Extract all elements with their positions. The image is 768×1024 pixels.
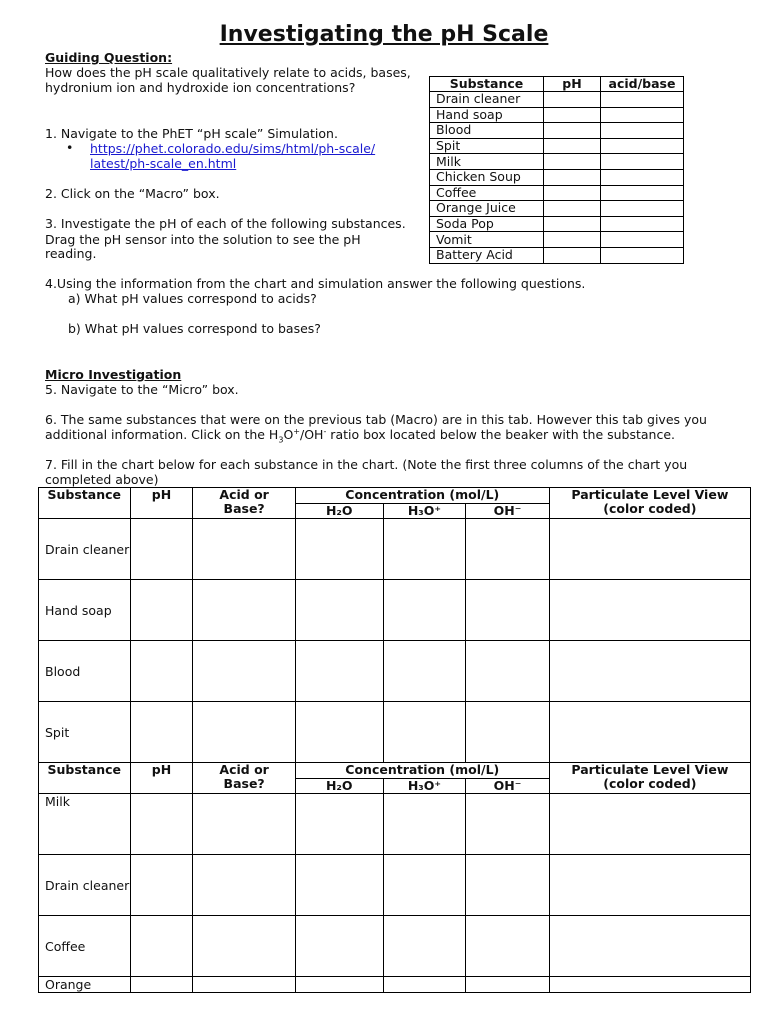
ph-cell[interactable] <box>130 794 193 855</box>
guiding-question-heading: Guiding Question: <box>45 50 173 65</box>
acid-base-cell[interactable] <box>193 794 295 855</box>
oh-cell[interactable] <box>466 519 550 580</box>
substance-cell: Drain cleaner <box>39 519 131 580</box>
micro-table-2 <box>38 762 751 993</box>
step-6-line2: additional information. Click on the $H_3O^+/OH^-$ ratio box located below the beaker with the substance. <box>45 426 676 445</box>
oh-cell[interactable] <box>466 702 550 763</box>
step-4: 4.Using the information from the chart and simulation answer the following questions. <box>45 276 586 291</box>
macro-header-substance: Substance <box>430 77 544 92</box>
substance-cell: Spit <box>39 702 131 763</box>
macro-ph-cell[interactable] <box>544 138 601 154</box>
macro-ph-cell[interactable] <box>544 216 601 232</box>
macro-substance-cell: Battery Acid <box>430 247 544 263</box>
macro-ph-cell[interactable] <box>544 232 601 248</box>
macro-row <box>430 247 684 263</box>
macro-ph-cell[interactable] <box>544 247 601 263</box>
macro-ph-cell[interactable] <box>544 92 601 108</box>
page-title: Investigating the pH Scale <box>219 22 549 47</box>
particulate-view-cell[interactable] <box>549 977 750 993</box>
macro-substance-cell: Chicken Soup <box>430 169 544 185</box>
macro-substance-cell: Spit <box>430 138 544 154</box>
step-4b: b) What pH values correspond to bases? <box>68 321 321 336</box>
h2o-cell[interactable] <box>295 702 383 763</box>
macro-table <box>429 76 684 264</box>
micro-heading: Micro Investigation <box>45 367 182 382</box>
ph-cell[interactable] <box>130 641 193 702</box>
macro-row <box>430 92 684 108</box>
table-row <box>39 916 751 977</box>
oh-cell[interactable] <box>466 641 550 702</box>
macro-substance-cell: Soda Pop <box>430 216 544 232</box>
macro-row <box>430 138 684 154</box>
macro-substance-cell: Drain cleaner <box>430 92 544 108</box>
ph-cell[interactable] <box>130 519 193 580</box>
header-oh: OH⁻ <box>466 504 550 519</box>
ph-cell[interactable] <box>130 580 193 641</box>
particulate-view-cell[interactable] <box>549 794 750 855</box>
header-ph: pH <box>130 488 193 519</box>
header-acid-or-base: Acid or Base? <box>193 763 295 794</box>
header-acid-or-base: Acid or Base? <box>193 488 295 519</box>
macro-ph-cell[interactable] <box>544 169 601 185</box>
step-3-line2: Drag the pH sensor into the solution to see the pH <box>45 232 361 247</box>
guiding-question-line1: How does the pH scale qualitatively relate to acids, bases, <box>45 65 411 80</box>
step-3-line1: 3. Investigate the pH of each of the following substances. <box>45 216 406 231</box>
ph-cell[interactable] <box>130 702 193 763</box>
macro-acid-base-cell[interactable] <box>601 169 684 185</box>
step-7-line1: 7. Fill in the chart below for each substance in the chart. (Note the first three columns of the chart you <box>45 457 688 472</box>
ph-cell[interactable] <box>130 977 193 993</box>
macro-acid-base-cell[interactable] <box>601 247 684 263</box>
oh-cell[interactable] <box>466 916 550 977</box>
substance-cell: Coffee <box>39 916 131 977</box>
macro-acid-base-cell[interactable] <box>601 185 684 201</box>
macro-substance-cell: Hand soap <box>430 107 544 123</box>
macro-acid-base-cell[interactable] <box>601 232 684 248</box>
header-concentration: Concentration (mol/L) <box>295 488 549 504</box>
macro-row <box>430 123 684 139</box>
macro-acid-base-cell[interactable] <box>601 107 684 123</box>
header-ph: pH <box>130 763 193 794</box>
particulate-view-cell[interactable] <box>549 855 750 916</box>
acid-base-cell[interactable] <box>193 977 295 993</box>
macro-substance-cell: Coffee <box>430 185 544 201</box>
table-row <box>39 977 751 993</box>
oh-cell[interactable] <box>466 855 550 916</box>
header-h3o: H₃O⁺ <box>383 504 465 519</box>
h3o-cell[interactable] <box>383 580 465 641</box>
macro-row <box>430 169 684 185</box>
header-concentration: Concentration (mol/L) <box>295 763 549 779</box>
h3o-cell[interactable] <box>383 519 465 580</box>
header-h2o: H₂O <box>295 779 383 794</box>
table-row <box>39 702 751 763</box>
table-row <box>39 580 751 641</box>
oh-cell[interactable] <box>466 977 550 993</box>
header-particulate-view: Particulate Level View (color coded) <box>549 488 750 519</box>
particulate-view-cell[interactable] <box>549 580 750 641</box>
header-substance: Substance <box>39 488 131 519</box>
micro-table-1 <box>38 487 751 763</box>
macro-ph-cell[interactable] <box>544 107 601 123</box>
acid-base-cell[interactable] <box>193 519 295 580</box>
h2o-cell[interactable] <box>295 794 383 855</box>
macro-row <box>430 216 684 232</box>
header-substance: Substance <box>39 763 131 794</box>
acid-base-cell[interactable] <box>193 702 295 763</box>
particulate-view-cell[interactable] <box>549 702 750 763</box>
table-row <box>39 519 751 580</box>
step-2: 2. Click on the “Macro” box. <box>45 186 220 201</box>
h3o-cell[interactable] <box>383 702 465 763</box>
macro-substance-cell: Vomit <box>430 232 544 248</box>
particulate-view-cell[interactable] <box>549 641 750 702</box>
macro-substance-cell: Milk <box>430 154 544 170</box>
substance-cell: Hand soap <box>39 580 131 641</box>
macro-acid-base-cell[interactable] <box>601 123 684 139</box>
acid-base-cell[interactable] <box>193 916 295 977</box>
phet-link-line1[interactable]: https://phet.colorado.edu/sims/html/ph-scale/ <box>90 141 376 156</box>
step-6-line1: 6. The same substances that were on the previous tab (Macro) are in this tab. However this tab gives you <box>45 412 707 427</box>
macro-ph-cell[interactable] <box>544 185 601 201</box>
acid-base-cell[interactable] <box>193 580 295 641</box>
macro-acid-base-cell[interactable] <box>601 154 684 170</box>
h2o-cell[interactable] <box>295 977 383 993</box>
macro-header-ph: pH <box>544 77 601 92</box>
h3o-cell[interactable] <box>383 641 465 702</box>
h3o-cell[interactable] <box>383 916 465 977</box>
particulate-view-cell[interactable] <box>549 519 750 580</box>
h3o-cell[interactable] <box>383 977 465 993</box>
particulate-view-cell[interactable] <box>549 916 750 977</box>
header-h3o: H₃O⁺ <box>383 779 465 794</box>
macro-row <box>430 185 684 201</box>
header-h2o: H₂O <box>295 504 383 519</box>
table-row <box>39 641 751 702</box>
macro-row <box>430 201 684 217</box>
h3o-cell[interactable] <box>383 855 465 916</box>
h2o-cell[interactable] <box>295 916 383 977</box>
macro-substance-cell: Orange Juice <box>430 201 544 217</box>
macro-row <box>430 107 684 123</box>
ph-cell[interactable] <box>130 855 193 916</box>
macro-ph-cell[interactable] <box>544 123 601 139</box>
h2o-cell[interactable] <box>295 580 383 641</box>
step-5: 5. Navigate to the “Micro” box. <box>45 382 239 397</box>
oh-cell[interactable] <box>466 794 550 855</box>
macro-acid-base-cell[interactable] <box>601 201 684 217</box>
guiding-question-line2: hydronium ion and hydroxide ion concentrations? <box>45 80 356 95</box>
macro-ph-cell[interactable] <box>544 154 601 170</box>
step-4a: a) What pH values correspond to acids? <box>68 291 317 306</box>
step-7-line2: completed above) <box>45 472 159 487</box>
phet-link-line2[interactable]: latest/ph-scale_en.html <box>90 156 237 171</box>
substance-cell: Orange <box>39 977 131 993</box>
h3o-cell[interactable] <box>383 794 465 855</box>
macro-row <box>430 154 684 170</box>
ph-cell[interactable] <box>130 916 193 977</box>
macro-acid-base-cell[interactable] <box>601 216 684 232</box>
bullet-icon: • <box>66 140 74 155</box>
step-3-line3: reading. <box>45 246 97 261</box>
acid-base-cell[interactable] <box>193 855 295 916</box>
macro-ph-cell[interactable] <box>544 201 601 217</box>
h2o-cell[interactable] <box>295 641 383 702</box>
macro-header-acid-base: acid/base <box>601 77 684 92</box>
oh-cell[interactable] <box>466 580 550 641</box>
h2o-cell[interactable] <box>295 855 383 916</box>
substance-cell: Milk <box>39 794 131 855</box>
macro-acid-base-cell[interactable] <box>601 92 684 108</box>
header-oh: OH⁻ <box>466 779 550 794</box>
header-particulate-view: Particulate Level View (color coded) <box>549 763 750 794</box>
macro-substance-cell: Blood <box>430 123 544 139</box>
h2o-cell[interactable] <box>295 519 383 580</box>
table-row <box>39 855 751 916</box>
substance-cell: Drain cleaner <box>39 855 131 916</box>
macro-acid-base-cell[interactable] <box>601 138 684 154</box>
table-row <box>39 794 751 855</box>
acid-base-cell[interactable] <box>193 641 295 702</box>
substance-cell: Blood <box>39 641 131 702</box>
step-1: 1. Navigate to the PhET “pH scale” Simulation. <box>45 126 338 141</box>
macro-row <box>430 232 684 248</box>
